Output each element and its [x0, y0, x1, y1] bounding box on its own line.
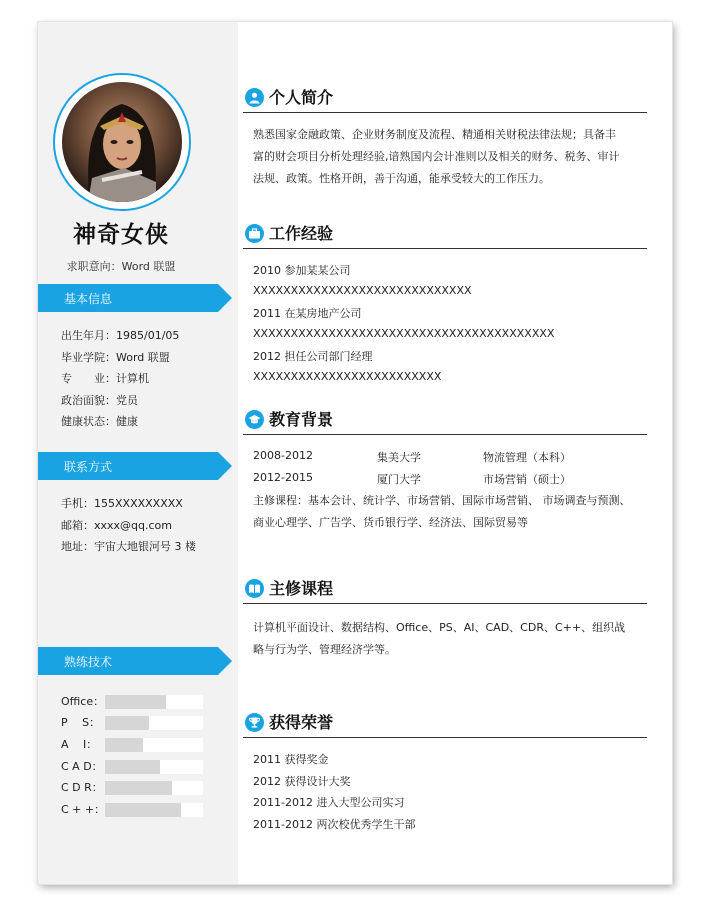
skill-bar-fill — [105, 781, 172, 795]
work-line: 2010 参加某某公司 — [253, 264, 351, 277]
work-title: 工作经验 — [269, 224, 334, 243]
edu-years: 2012-2015 — [253, 471, 313, 484]
skill-bar-fill — [105, 695, 166, 709]
contact-banner — [38, 452, 218, 480]
skill-bar — [105, 803, 203, 817]
work-line: XXXXXXXXXXXXXXXXXXXXXXXXX — [253, 370, 442, 383]
person-icon — [245, 88, 264, 107]
skill-bar — [105, 781, 203, 795]
edu-major: 市场营销（硕士） — [483, 473, 571, 486]
book-icon — [245, 579, 264, 598]
sidebar — [38, 22, 238, 884]
edu-courses-line: 商业心理学、广告学、货币银行学、经济法、国际贸易等 — [253, 516, 528, 529]
contact-title: 联系方式 — [64, 460, 113, 474]
skill-bar-fill — [105, 716, 149, 730]
skills-title: 熟练技术 — [64, 655, 113, 669]
work-line: 2011 在某房地产公司 — [253, 307, 362, 320]
intro-line: 富的财会项目分析处理经验,谙熟国内会计准则以及相关的财务、税务、审计 — [253, 150, 620, 163]
skill-bar — [105, 738, 203, 752]
trophy-icon — [245, 713, 264, 732]
email: 邮箱：xxxx@qq.com — [61, 519, 172, 532]
intro-title: 个人简介 — [269, 88, 334, 107]
work-line: 2012 担任公司部门经理 — [253, 350, 373, 363]
courses-title: 主修课程 — [269, 579, 334, 598]
briefcase-icon — [245, 224, 264, 243]
work-header — [243, 220, 647, 249]
honor-line: 2012 获得设计大奖 — [253, 775, 351, 788]
skill-label: C A D： — [61, 760, 103, 773]
honors-title: 获得荣誉 — [269, 713, 334, 732]
avatar-frame — [53, 73, 191, 211]
address: 地址：宇宙大地银河号 3 楼 — [61, 540, 196, 553]
intro-line: 法规、政策。性格开朗，善于沟通，能承受较大的工作压力。 — [253, 172, 550, 185]
skill-bar — [105, 695, 203, 709]
skill-bar-fill — [105, 760, 160, 774]
edu-courses-line: 主修课程：基本会计、统计学、市场营销、国际市场营销、 市场调查与预测、 — [253, 494, 631, 507]
courses-line: 计算机平面设计、数据结构、Office、PS、AI、CAD、CDR、C++、组织战 — [253, 621, 626, 634]
work-line: XXXXXXXXXXXXXXXXXXXXXXXXXXXXX — [253, 284, 472, 297]
skill-bar — [105, 760, 203, 774]
political-status: 政治面貌：党员 — [61, 394, 138, 407]
job-intent: 求职意向：Word 联盟 — [66, 260, 176, 273]
main-content — [243, 22, 647, 884]
education-header — [243, 406, 647, 435]
basic-info-banner — [38, 284, 218, 312]
intro-line: 熟悉国家金融政策、企业财务制度及流程、精通相关财税法律法规；具备丰 — [253, 128, 616, 141]
skills-banner — [38, 647, 218, 675]
skill-label: P S： — [61, 716, 101, 729]
basic-info-title: 基本信息 — [64, 292, 113, 306]
honor-line: 2011-2012 两次校优秀学生干部 — [253, 818, 416, 831]
resume-page — [38, 22, 672, 884]
edu-school: 集美大学 — [377, 451, 421, 464]
skill-label: C D R： — [61, 781, 103, 794]
graduate-school: 毕业学院：Word 联盟 — [61, 351, 170, 364]
honor-line: 2011-2012 进入大型公司实习 — [253, 796, 405, 809]
honor-line: 2011 获得奖金 — [253, 753, 329, 766]
edu-major: 物流管理（本科） — [483, 451, 571, 464]
avatar — [62, 82, 182, 202]
skill-bar-fill — [105, 803, 181, 817]
skill-bar — [105, 716, 203, 730]
birth-date: 出生年月：1985/01/05 — [61, 329, 180, 342]
major: 专 业：计算机 — [61, 372, 149, 385]
graduation-cap-icon — [245, 410, 264, 429]
honors-header — [243, 709, 647, 738]
edu-years: 2008-2012 — [253, 449, 313, 462]
skill-bar-fill — [105, 738, 143, 752]
skill-label: Office： — [61, 695, 105, 708]
courses-header — [243, 575, 647, 604]
edu-school: 厦门大学 — [377, 473, 421, 486]
health-status: 健康状态：健康 — [61, 415, 138, 428]
education-title: 教育背景 — [269, 410, 334, 429]
phone: 手机：155XXXXXXXXX — [61, 497, 183, 510]
skill-label: C + +： — [61, 803, 106, 816]
skill-label: A I： — [61, 738, 98, 751]
candidate-name: 神奇女侠 — [73, 222, 169, 248]
intro-header — [243, 84, 647, 113]
courses-line: 略与行为学、管理经济学等。 — [253, 643, 396, 656]
work-line: XXXXXXXXXXXXXXXXXXXXXXXXXXXXXXXXXXXXXXXX — [253, 327, 555, 340]
